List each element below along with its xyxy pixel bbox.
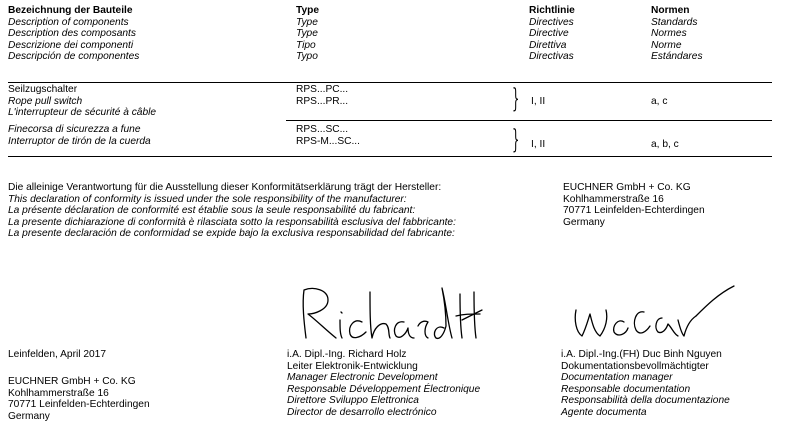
header-standards-de: Normen: [651, 5, 690, 16]
header-standards: [651, 5, 703, 63]
header-standards-en: Standards: [651, 16, 698, 28]
signer1-block: [287, 349, 480, 419]
group2-name-es: Interruptor de tirón de la cuerda: [8, 135, 151, 147]
signer2-name: i.A. Dipl.-Ing.(FH) Duc Binh Nguyen: [561, 349, 722, 360]
footer-address-name: EUCHNER GmbH + Co. KG: [8, 376, 136, 387]
header-components-en: Description of components: [8, 16, 129, 28]
group2-type-1: RPS...SC...: [296, 124, 349, 135]
signer1-name: i.A. Dipl.-Ing. Richard Holz: [287, 349, 407, 360]
declaration-text: [8, 182, 456, 240]
signer1-title-fr: Responsable Développement Électronique: [287, 383, 481, 395]
group1-type-2: RPS...PR...: [296, 95, 349, 107]
footer-address-country: Germany: [8, 410, 50, 422]
header-type-de: Type: [296, 5, 320, 16]
place-date: Leinfelden, April 2017: [8, 349, 106, 360]
footer-address-street: Kohlhammerstraße 16: [8, 387, 109, 399]
manufacturer-city: 70771 Leinfelden-Echterdingen: [563, 205, 705, 217]
signer2-title-es: Agente documenta: [561, 406, 647, 418]
header-components: [8, 5, 139, 63]
group-divider: [286, 120, 772, 121]
signer2-block: [561, 349, 730, 419]
group1-directive: I, II: [531, 96, 546, 107]
group2-standards: a, b, c: [651, 139, 679, 150]
group1-types: [296, 84, 348, 107]
header-type: [296, 5, 319, 63]
group1-type-1: RPS...PC...: [296, 84, 349, 95]
group2-type-2: RPS-M...SC...: [296, 135, 360, 147]
declaration-line-es: La presente declaración de conformidad se expide bajo la exclusiva responsabilidad del fabricante:: [8, 228, 455, 240]
group2-types: [296, 124, 360, 147]
footer-address-city: 70771 Leinfelden-Echterdingen: [8, 399, 150, 411]
signer1-title-en: Manager Electronic Development: [287, 372, 438, 384]
signer2-title-it: Responsabilità della documentazione: [561, 395, 730, 407]
signature-richard-holz: [292, 284, 482, 344]
group2-brace: }: [512, 125, 520, 155]
manufacturer-address: [563, 182, 705, 228]
header-type-en: Type: [296, 16, 318, 28]
header-directive-it: Direttiva: [529, 39, 567, 51]
header-directive-fr: Directive: [529, 28, 569, 40]
signer1-title-es: Director de desarrollo electrónico: [287, 406, 437, 418]
signer2-title-en: Documentation manager: [561, 372, 673, 384]
header-components-de: Bezeichnung der Bauteile: [8, 5, 133, 16]
header-directive-es: Directivas: [529, 51, 574, 63]
manufacturer-name: EUCHNER GmbH + Co. KG: [563, 182, 691, 193]
header-type-es: Typo: [296, 51, 318, 63]
group1-brace: }: [512, 84, 520, 114]
group2-name-it: Finecorsa di sicurezza a fune: [8, 124, 141, 135]
group2-directive: I, II: [531, 139, 546, 150]
group1-name-en: Rope pull switch: [8, 95, 83, 107]
group1-names: [8, 84, 156, 119]
table-bottom-divider: [8, 156, 772, 157]
signer1-title-it: Direttore Sviluppo Elettronica: [287, 395, 419, 407]
header-directive: [529, 5, 575, 63]
header-directive-en: Directives: [529, 16, 574, 28]
header-divider: [8, 82, 772, 83]
header-standards-es: Estándares: [651, 51, 703, 63]
declaration-line-fr: La présente déclaration de conformité est établie sous la seule responsabilité du fabricant:: [8, 205, 416, 217]
declaration-line-de: Die alleinige Verantwortung für die Ausstellung dieser Konformitätserklärung trägt der Hersteller:: [8, 182, 442, 193]
signature-duc-binh-nguyen: [566, 282, 741, 344]
group2-names: [8, 124, 151, 147]
header-standards-it: Norme: [651, 39, 682, 51]
manufacturer-street: Kohlhammerstraße 16: [563, 193, 664, 205]
footer-address: [8, 376, 150, 422]
signer1-title-de: Leiter Elektronik-Entwicklung: [287, 360, 418, 372]
header-type-it: Tipo: [296, 39, 316, 51]
header-standards-fr: Normes: [651, 28, 687, 40]
group1-standards: a, c: [651, 96, 668, 107]
signer2-title-fr: Responsable documentation: [561, 383, 691, 395]
header-type-fr: Type: [296, 28, 318, 40]
signer2-title-de: Dokumentationsbevollmächtigter: [561, 360, 709, 372]
header-components-it: Descrizione dei componenti: [8, 39, 134, 51]
header-components-fr: Description des composants: [8, 28, 136, 40]
manufacturer-country: Germany: [563, 216, 605, 228]
header-components-es: Descripción de componentes: [8, 51, 140, 63]
declaration-line-en: This declaration of conformity is issued under the sole responsibility of the manufacturer:: [8, 193, 407, 205]
group1-name-fr: L'interrupteur de sécurité à câble: [8, 107, 157, 119]
header-directive-de: Richtlinie: [529, 5, 575, 16]
group1-name-de: Seilzugschalter: [8, 84, 78, 95]
declaration-line-it: La presente dichiarazione di conformità è rilasciata sotto la responsabilità esclusiva del fabbricante:: [8, 216, 456, 228]
